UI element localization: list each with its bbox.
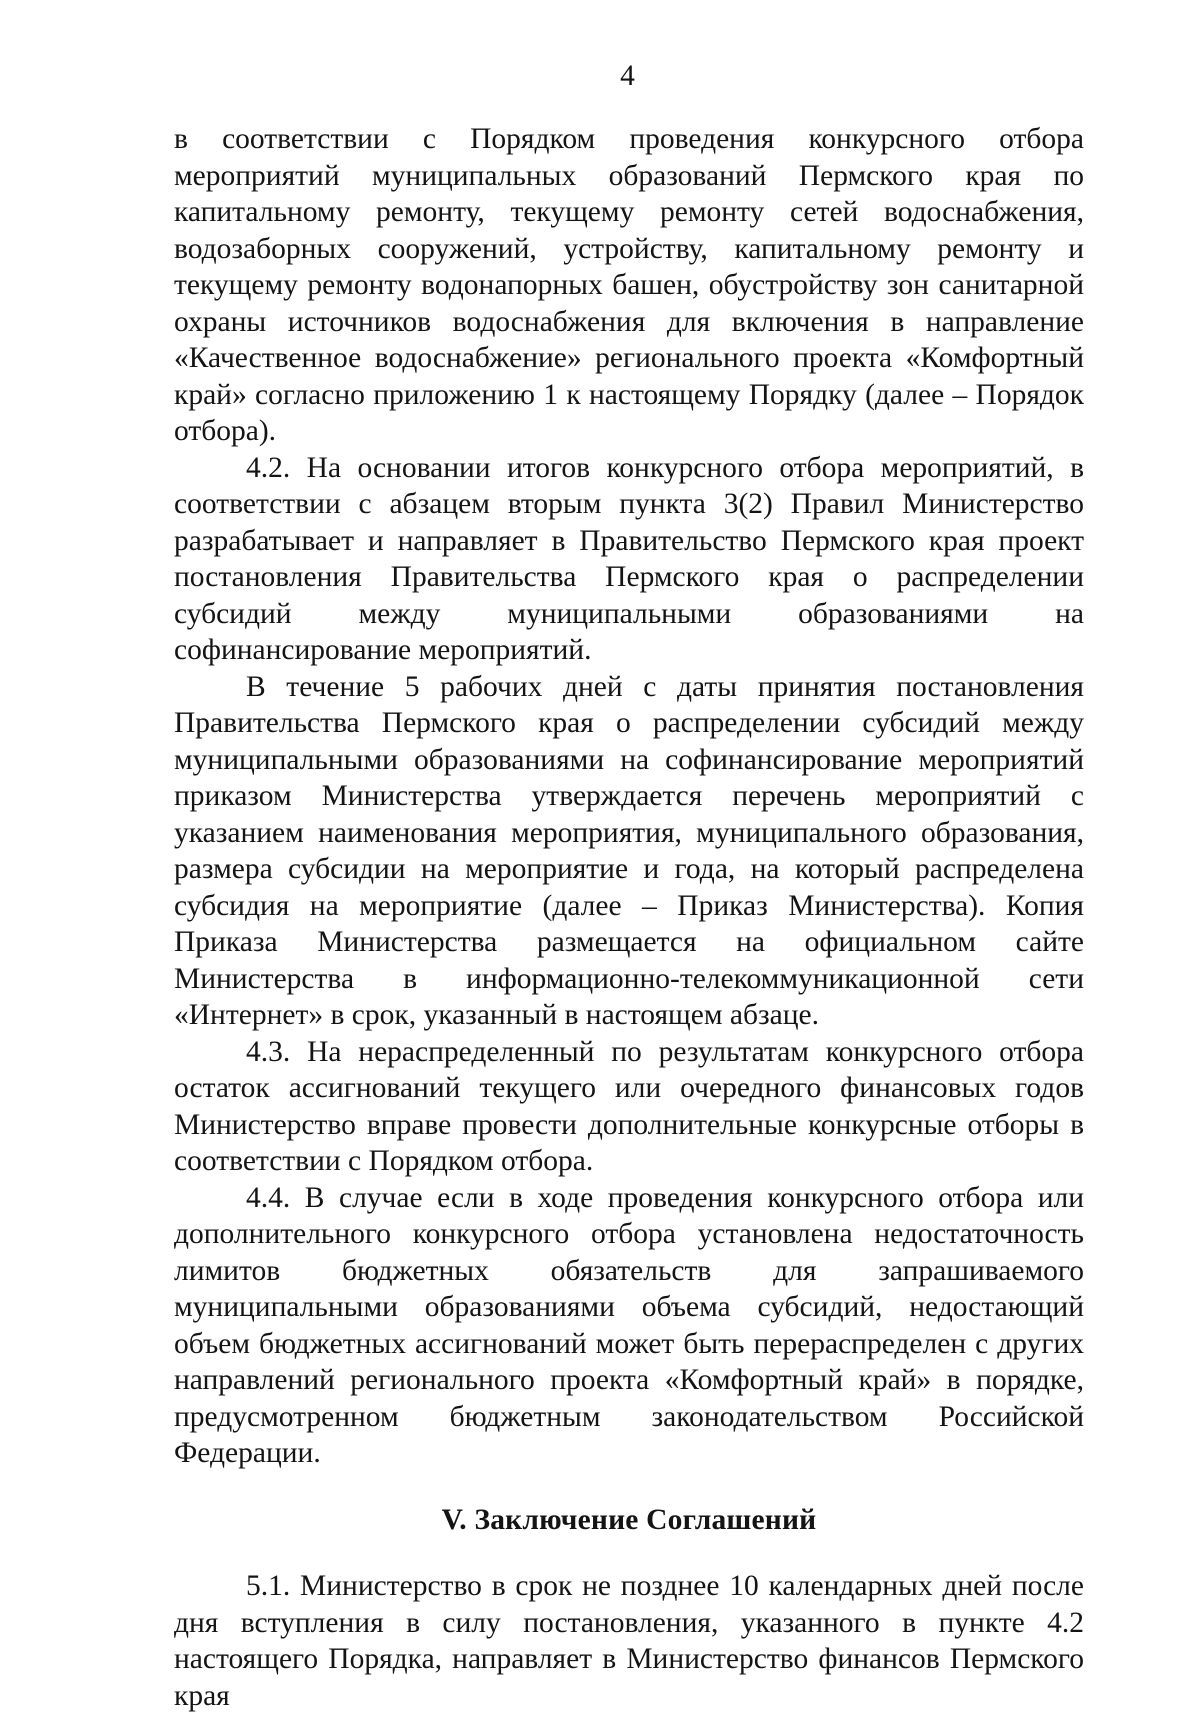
paragraph-continuation: в соответствии с Порядком проведения конкурсного отбора мероприятий муниципальных образований Пермского края по капитальному ремонту, текущему ремонту сетей водоснабжения, водозаборных сооружений, устройству, капитальному ремонту и текущему ремонту водонапорных башен, обустройству зон санитарной охраны источников водоснабжения для включения в направление «Качественное водоснабжение» регионального проекта «Комфортный край» согласно приложению 1 к настоящему Порядку (далее – Порядок отбора). [174,123,1084,447]
paragraph-5-1: 5.1. Министерство в срок не позднее 10 календарных дней после дня вступления в силу постановления, указанного в пункте 4.2 настоящего Порядка, направляет в Министерство финансов Пермского края [174,1570,1084,1712]
page-number: 4 [620,60,635,92]
paragraph-4-3: 4.3. На нераспределенный по результатам конкурсного отбора остаток ассигнований текущего или очередного финансовых годов Министерство вправе провести дополнительные конкурсные отборы в соответствии с Порядком отбора. [174,1035,1084,1177]
section-heading: V. Заключение Соглашений [441,1503,817,1536]
document-body [174,121,1084,1714]
paragraph-4-4: 4.4. В случае если в ходе проведения конкурсного отбора или дополнительного конкурсного отбора установлена недостаточность лимитов бюджетных обязательств для запрашиваемого муниципальными образованиями объема субсидий, недостающий объем бюджетных ассигнований может быть перераспределен с других направлений регионального проекта «Комфортный край» в порядке, предусмотренном бюджетным законодательством Российской Федерации. [174,1181,1084,1469]
paragraph-4-2: 4.2. На основании итогов конкурсного отбора мероприятий, в соответствии с абзацем вторым пункта 3(2) Правил Министерство разрабатывает и направляет в Правительство Пермского края проект постановления Правительства Пермского края о распределении субсидий между муниципальными образованиями на софинансирование мероприятий. [174,451,1084,666]
paragraph-4-2-continued: В течение 5 рабочих дней с даты принятия постановления Правительства Пермского края о распределении субсидий между муниципальными образованиями на софинансирование мероприятий приказом Министерства утверждается перечень мероприятий с указанием наименования мероприятия, муниципального образования, размера субсидии на мероприятие и года, на который распределена субсидия на мероприятие (далее – Приказ Министерства). Копия Приказа Министерства размещается на официальном сайте Министерства в информационно-телекоммуникационной сети «Интернет» в срок, указанный в настоящем абзаце. [174,670,1084,1031]
